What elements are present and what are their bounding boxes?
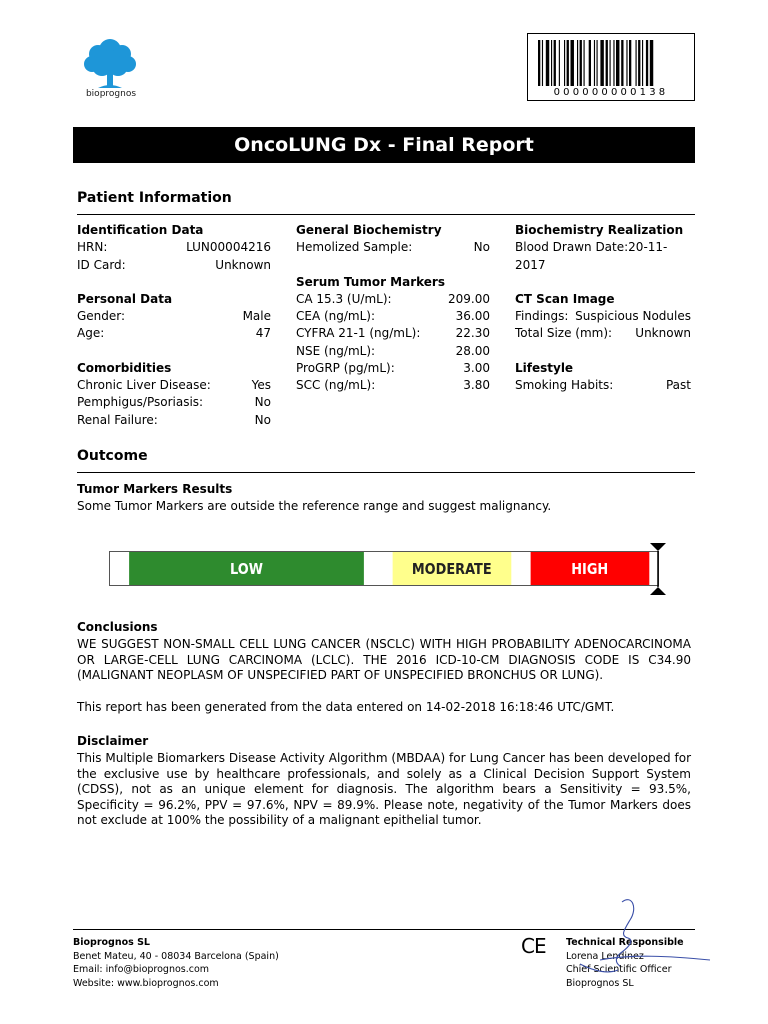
field-label: NSE (ng/mL): (296, 343, 376, 358)
barcode-bar (629, 40, 631, 86)
barcode-bar (646, 40, 648, 86)
field-label: Hemolized Sample: (296, 240, 413, 255)
tech-name: Lorena Lendinez (566, 950, 644, 962)
smoking-row (515, 377, 691, 394)
barcode-bar (626, 40, 627, 86)
field-value: 47 (255, 326, 271, 341)
field-label: ProGRP (pg/mL): (296, 361, 395, 376)
identification-heading: Identification Data (77, 223, 204, 237)
biochemistry-realization-heading: Biochemistry Realization (515, 223, 684, 237)
personal-data-heading: Personal Data (77, 291, 173, 306)
id-card-row (77, 257, 271, 274)
disclaimer-text: This Multiple Biomarkers Disease Activity Algorithm (MBDAA) for Lung Cancer has been developed for the exclusive use by healthcare professionals, and solely as a Clinical Decision Support System (CDSS), not as an unique element for diagnosis. The algorithm bears a Sensitivity = 93.5%, Specificity = 96.2%, PPV = 97.6%, NPV = 89.9%. Please note, negativity of the Tumor Markers does not exclude at 100% the possibility of a malignant epithelial tumor. (77, 751, 691, 828)
risk-indicator-marker (0, 541, 768, 597)
field-label: Blood Drawn Date: (515, 240, 629, 255)
general-biochemistry-heading: General Biochemistry (296, 223, 442, 237)
barcode-bar (564, 40, 565, 86)
barcode-bar (606, 40, 608, 86)
field-value: Yes (251, 378, 271, 393)
marker-row (296, 377, 490, 394)
barcode-bars (538, 40, 686, 86)
field-value: Past (665, 378, 691, 393)
field-value: No (254, 412, 271, 427)
conclusions-heading: Conclusions (77, 620, 158, 634)
barcode-bar (554, 40, 556, 86)
field-value: No (473, 240, 490, 255)
field-label: ID Card: (77, 257, 126, 272)
barcode-bar (613, 40, 614, 86)
field-label: Findings: (515, 309, 569, 324)
barcode-bar (616, 40, 619, 86)
field-label: Renal Failure: (77, 412, 158, 427)
generated-text: This report has been generated from the data entered on 14-02-2018 16:18:46 UTC/GMT. (77, 700, 615, 714)
blood-drawn-row (515, 239, 691, 274)
barcode-bar (638, 40, 640, 86)
field-value: 20-11-2017 (515, 240, 668, 272)
serum-tumor-markers-heading: Serum Tumor Markers (296, 274, 445, 289)
field-value: Suspicious Nodules (575, 309, 691, 324)
tech-company: Bioprognos SL (566, 977, 634, 989)
field-label: Chronic Liver Disease: (77, 378, 211, 393)
lifestyle-heading: Lifestyle (515, 360, 574, 375)
report-title: OncoLUNG Dx - Final Report (73, 127, 695, 163)
tech-heading: Technical Responsible (566, 937, 684, 948)
field-label: Gender: (77, 309, 126, 324)
barcode-bar (580, 40, 582, 86)
field-label: SCC (ng/mL): (296, 378, 376, 393)
patient-column-1 (77, 222, 271, 429)
company-email: Email: info@bioprognos.com (73, 964, 210, 976)
marker-row (296, 308, 490, 325)
barcode-bar (621, 40, 623, 86)
field-value: 28.00 (455, 343, 490, 358)
scale-moderate-label: MODERATE (411, 559, 492, 578)
tree-icon (78, 36, 142, 92)
field-value: 22.30 (455, 326, 490, 341)
renal-failure-row (77, 412, 271, 429)
barcode-bar (597, 40, 598, 86)
field-value: Unknown (215, 257, 271, 272)
company-name: Bioprognos SL (73, 937, 150, 948)
findings-row (515, 308, 691, 325)
field-value: 36.00 (455, 309, 490, 324)
field-label: CEA (ng/mL): (296, 309, 376, 324)
patient-column-2 (296, 222, 490, 395)
patient-column-3 (515, 222, 691, 394)
outcome-heading: Outcome (77, 448, 148, 464)
barcode-bar (594, 40, 595, 86)
ct-scan-heading: CT Scan Image (515, 291, 615, 306)
barcode-bar (589, 40, 591, 86)
marker-row (296, 343, 490, 360)
barcode-bar (577, 40, 578, 86)
hrn-row (77, 239, 271, 256)
field-value: LUN00004216 (186, 240, 271, 255)
marker-row (296, 360, 490, 377)
scale-high-label: HIGH (570, 559, 608, 578)
field-value: 209.00 (448, 291, 490, 306)
barcode-bar (559, 40, 560, 86)
field-label: CA 15.3 (U/mL): (296, 291, 392, 306)
section-divider (77, 472, 695, 473)
barcode-bar (650, 40, 653, 86)
barcode-bar (610, 40, 611, 86)
field-label: Age: (77, 326, 105, 341)
field-value: Unknown (635, 326, 691, 341)
field-label: Pemphigus/Psoriasis: (77, 395, 204, 410)
field-value: Male (242, 309, 271, 324)
field-label: HRN: (77, 240, 108, 255)
barcode-bar (542, 40, 543, 86)
logo-name: bioprognos (85, 89, 137, 99)
scale-low-label: LOW (230, 559, 263, 578)
company-website: Website: www.bioprognos.com (73, 977, 219, 989)
signature (560, 894, 720, 984)
field-value: 3.80 (463, 378, 490, 393)
tech-role: Chief Scientific Officer (566, 964, 672, 976)
barcode-bar (551, 40, 552, 86)
conclusions-text: WE SUGGEST NON-SMALL CELL LUNG CANCER (NSCLC) WITH HIGH PROBABILITY ADENOCARCINOMA OR LARGE-CELL LUNG CARCINOMA (LCLC). THE 2016 ICD-10-CM DIAGNOSIS CODE IS C34.90 (MALIGNANT NEOPLASM OF UNSPECIFIED PART OF UNSPECIFIED BRONCHUS OR LUNG). (77, 637, 691, 683)
patient-information-heading: Patient Information (77, 190, 232, 206)
tumor-markers-heading: Tumor Markers Results (77, 482, 233, 496)
marker-row (296, 291, 490, 308)
tumor-markers-text: Some Tumor Markers are outside the reference range and suggest malignancy. (77, 499, 552, 513)
footer-company-info (73, 936, 373, 990)
field-value: No (254, 395, 271, 410)
barcode-bar (584, 40, 585, 86)
field-label: Total Size (mm): (515, 326, 613, 341)
gender-row (77, 308, 271, 325)
barcode-bar (600, 40, 603, 86)
age-row (77, 325, 271, 342)
disclaimer-heading: Disclaimer (77, 734, 149, 748)
barcode-bar (571, 40, 574, 86)
total-size-row (515, 325, 691, 342)
barcode-number: 000000000138 (553, 87, 669, 98)
barcode-bar (567, 40, 569, 86)
barcode-bar (642, 40, 643, 86)
chronic-liver-row (77, 377, 271, 394)
barcode-bar (636, 40, 637, 86)
barcode-bar (538, 40, 540, 86)
field-value: 3.00 (463, 361, 490, 376)
field-label: Smoking Habits: (515, 378, 614, 393)
barcode (527, 33, 695, 101)
marker-row (296, 325, 490, 342)
barcode-bar (546, 40, 549, 86)
comorbidities-heading: Comorbidities (77, 360, 172, 375)
hemolized-row (296, 239, 490, 256)
company-address: Benet Mateu, 40 - 08034 Barcelona (Spain) (73, 950, 279, 962)
ce-mark: CE (521, 934, 546, 958)
field-label: CYFRA 21-1 (ng/mL): (296, 326, 421, 341)
pemphigus-row (77, 394, 271, 411)
section-divider (77, 214, 695, 215)
